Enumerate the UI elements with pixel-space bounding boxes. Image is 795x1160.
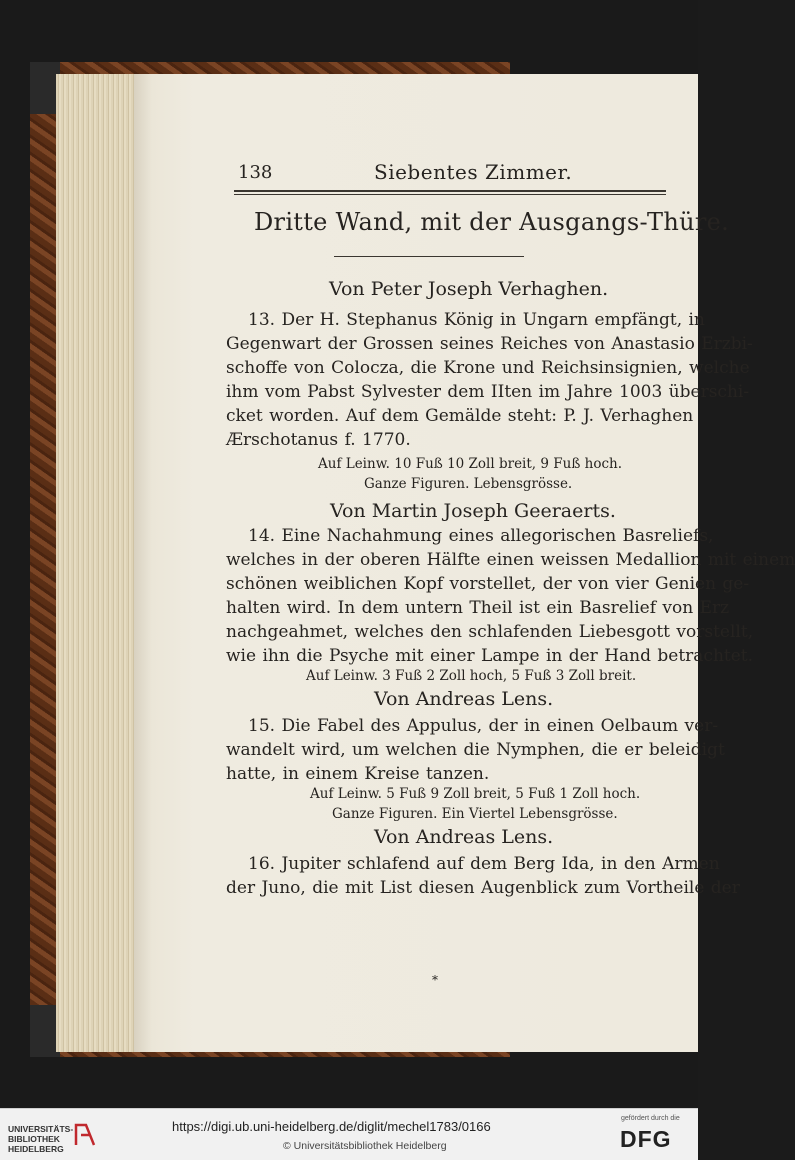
section-rule (334, 256, 524, 257)
entry-line: schoffe von Colocza, die Krone und Reichsinsignien, welche (226, 358, 750, 378)
entry-line: nachgeahmet, welches den schlafenden Liebesgott vorstellt, (226, 622, 754, 642)
artist-heading: Von Martin Joseph Geeraerts. (330, 500, 616, 522)
artist-heading: Von Andreas Lens. (374, 826, 554, 848)
entry-line: welches in der oberen Hälfte einen weissen Medallion mit einem (226, 550, 795, 570)
artist-heading: Von Andreas Lens. (374, 688, 554, 710)
page-footer-mark: * (432, 973, 438, 987)
page-fore-edge (56, 74, 138, 1052)
artist-heading: Von Peter Joseph Verhaghen. (329, 278, 609, 300)
entry-note: Auf Leinw. 3 Fuß 2 Zoll hoch, 5 Fuß 3 Zoll breit. (306, 668, 637, 684)
entry-note: Auf Leinw. 10 Fuß 10 Zoll breit, 9 Fuß hoch. (318, 456, 623, 472)
entry-line: 13. Der H. Stephanus König in Ungarn empfängt, in (248, 310, 705, 330)
entry-note: Ganze Figuren. Ein Viertel Lebensgrösse. (332, 806, 618, 822)
entry-line: 14. Eine Nachahmung eines allegorischen Basreliefs, (248, 526, 714, 546)
entry-line: hatte, in einem Kreise tanzen. (226, 764, 490, 784)
entry-line: Gegenwart der Grossen seines Reiches von Anastasio Erzbi- (226, 334, 753, 354)
entry-line: halten wird. In dem untern Theil ist ein Basrelief von Erz (226, 598, 730, 618)
entry-line: 15. Die Fabel des Appulus, der in einen Oelbaum ver- (248, 716, 719, 736)
entry-line: Ærschotanus f. 1770. (226, 430, 411, 450)
entry-note: Ganze Figuren. Lebensgrösse. (364, 476, 573, 492)
page-url-link[interactable]: https://digi.ub.uni-heidelberg.de/diglit/mechel1783/0166 (172, 1119, 491, 1134)
entry-line: wandelt wird, um welchen die Nymphen, die er beleidigt (226, 740, 725, 760)
library-name-line: BIBLIOTHEK (8, 1134, 60, 1144)
entry-line: der Juno, die mit List diesen Augenblick zum Vortheile der (226, 878, 740, 898)
running-head: Siebentes Zimmer. (374, 160, 573, 184)
entry-note: Auf Leinw. 5 Fuß 9 Zoll breit, 5 Fuß 1 Zoll hoch. (310, 786, 641, 802)
entry-line: schönen weiblichen Kopf vorstellet, der von vier Genien ge- (226, 574, 750, 594)
library-name-line: UNIVERSITÄTS- (8, 1124, 74, 1134)
library-name-line: HEIDELBERG (8, 1144, 64, 1154)
book-page (134, 74, 795, 1052)
entry-line: cket worden. Auf dem Gemälde steht: P. J. Verhaghen (226, 406, 694, 426)
section-title: Dritte Wand, mit der Ausgangs-Thüre. (254, 208, 730, 236)
library-logo-icon (72, 1121, 98, 1147)
entry-line: 16. Jupiter schlafend auf dem Berg Ida, in den Armen (248, 854, 720, 874)
header-rule (234, 190, 666, 195)
entry-line: ihm vom Pabst Sylvester dem IIten im Jahre 1003 überschi- (226, 382, 750, 402)
page-number: 138 (238, 162, 273, 183)
library-name (8, 1124, 73, 1154)
viewer-footer (0, 1108, 698, 1160)
entry-line: wie ihn die Psyche mit einer Lampe in der Hand betrachtet. (226, 646, 754, 666)
funded-by-label: gefördert durch die (621, 1115, 680, 1122)
copyright-text: © Universitätsbibliothek Heidelberg (283, 1140, 447, 1152)
dfg-logo[interactable]: DFG (620, 1126, 672, 1152)
